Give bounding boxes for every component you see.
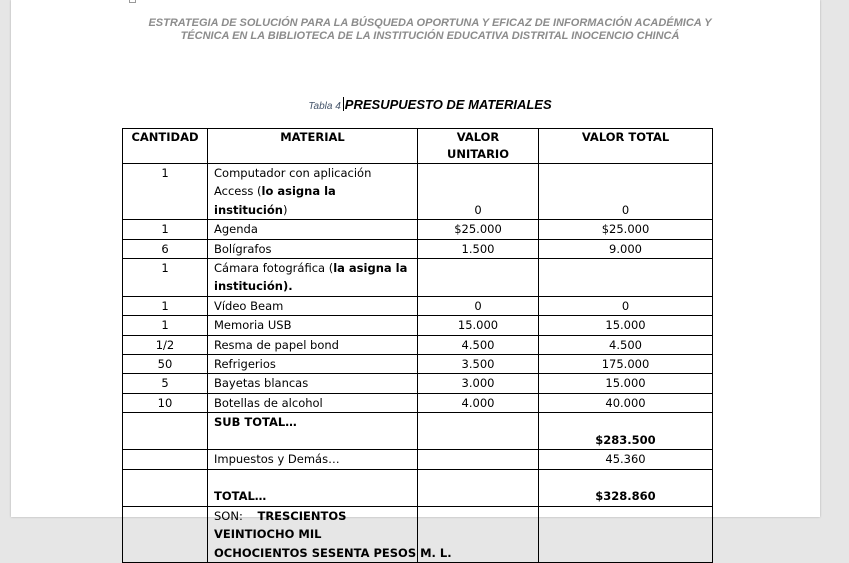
- cell-valor-total[interactable]: [539, 259, 713, 297]
- cell-material[interactable]: [208, 259, 418, 297]
- total-value[interactable]: $328.860: [539, 469, 713, 506]
- cell-material[interactable]: Botellas de alcohol: [208, 393, 418, 412]
- cell-valor-total[interactable]: 0: [539, 296, 713, 315]
- cell-material[interactable]: Resma de papel bond: [208, 335, 418, 354]
- total-label[interactable]: TOTAL…: [208, 469, 418, 506]
- header-valor-unitario[interactable]: VALOR UNITARIO: [418, 129, 539, 164]
- cell-valor-unitario[interactable]: 4.000: [418, 393, 539, 412]
- cell-cantidad[interactable]: 1: [123, 164, 208, 220]
- table-row: [123, 393, 713, 412]
- son-amount-line-2: OCHOCIENTOS SESENTA PESOS M. L.: [214, 545, 452, 560]
- cell-valor-unitario[interactable]: 3.500: [418, 355, 539, 374]
- table-row: [123, 164, 713, 220]
- cell-valor-unitario[interactable]: 4.500: [418, 335, 539, 354]
- cell-valor-total[interactable]: 175.000: [539, 355, 713, 374]
- impuestos-row: [123, 450, 713, 469]
- cell-cantidad[interactable]: 1: [123, 316, 208, 335]
- cell-valor-total[interactable]: 9.000: [539, 239, 713, 258]
- cell-cantidad[interactable]: 10: [123, 393, 208, 412]
- text-cursor: [343, 97, 344, 111]
- cell-valor-unitario[interactable]: 0: [418, 164, 539, 220]
- son-cell[interactable]: [208, 506, 452, 562]
- table-row: [123, 220, 713, 239]
- cell-material[interactable]: Bolígrafos: [208, 239, 418, 258]
- cell-empty[interactable]: [418, 413, 539, 450]
- cell-valor-unitario[interactable]: 0: [418, 296, 539, 315]
- budget-table[interactable]: [122, 128, 713, 563]
- total-row: [123, 469, 713, 506]
- son-label: SON:: [214, 508, 243, 523]
- caption-label: Tabla 4: [308, 101, 341, 112]
- son-amount-line-1: TRESCIENTOS VEINTIOCHO MIL: [214, 508, 347, 542]
- cell-valor-unitario[interactable]: 3.000: [418, 374, 539, 393]
- cell-material[interactable]: Vídeo Beam: [208, 296, 418, 315]
- cell-cantidad[interactable]: 50: [123, 355, 208, 374]
- material-text: Access (: [214, 184, 262, 199]
- son-row: [123, 506, 713, 562]
- cell-cantidad[interactable]: 1/2: [123, 335, 208, 354]
- cell-empty[interactable]: [539, 506, 713, 562]
- table-row: [123, 316, 713, 335]
- table-row: [123, 374, 713, 393]
- cell-valor-total[interactable]: 4.500: [539, 335, 713, 354]
- subtotal-value[interactable]: $283.500: [539, 413, 713, 450]
- cell-valor-total[interactable]: 15.000: [539, 374, 713, 393]
- cell-valor-unitario[interactable]: 1.500: [418, 239, 539, 258]
- table-row: [123, 296, 713, 315]
- cell-valor-total[interactable]: 40.000: [539, 393, 713, 412]
- cell-valor-total[interactable]: 15.000: [539, 316, 713, 335]
- cell-cantidad[interactable]: 1: [123, 259, 208, 297]
- cell-valor-unitario[interactable]: 15.000: [418, 316, 539, 335]
- document-page: [11, 0, 820, 560]
- cell-valor-unitario[interactable]: $25.000: [418, 220, 539, 239]
- header-line-2: TÉCNICA EN LA BIBLIOTECA DE LA INSTITUCIÓN EDUCATIVA DISTRITAL INOCENCIO CHINCÁ: [180, 30, 680, 42]
- cell-empty[interactable]: [418, 450, 539, 469]
- table-row: [123, 239, 713, 258]
- cell-valor-unitario[interactable]: [418, 259, 539, 297]
- material-bold-text: lo asigna la institución: [214, 184, 336, 217]
- material-text: Computador con aplicación: [214, 166, 372, 180]
- cell-empty[interactable]: [418, 469, 539, 506]
- table-header-row: [123, 129, 713, 164]
- header-cantidad[interactable]: CANTIDAD: [123, 129, 208, 164]
- material-text: Cámara fotográfica (: [214, 261, 334, 276]
- table-row: [123, 355, 713, 374]
- cell-cantidad[interactable]: 5: [123, 374, 208, 393]
- table-row: [123, 259, 713, 297]
- header-line-1: ESTRATEGIA DE SOLUCIÓN PARA LA BÚSQUEDA OPORTUNA Y EFICAZ DE INFORMACIÓN ACADÉMICA Y: [148, 17, 712, 29]
- cell-material[interactable]: Refrigerios: [208, 355, 418, 374]
- cell-empty[interactable]: [123, 506, 208, 562]
- header-material[interactable]: MATERIAL: [208, 129, 418, 164]
- material-bold-text: la asigna la institución).: [214, 261, 408, 294]
- cell-empty[interactable]: [123, 450, 208, 469]
- cell-material[interactable]: [208, 164, 418, 220]
- cell-empty[interactable]: [123, 413, 208, 450]
- cell-cantidad[interactable]: 1: [123, 220, 208, 239]
- cell-material[interactable]: Bayetas blancas: [208, 374, 418, 393]
- cell-cantidad[interactable]: 1: [123, 296, 208, 315]
- cell-valor-total[interactable]: 0: [539, 164, 713, 220]
- header-valor-total[interactable]: VALOR TOTAL: [539, 129, 713, 164]
- cell-empty[interactable]: [123, 469, 208, 506]
- impuestos-value[interactable]: 45.360: [539, 450, 713, 469]
- caption-title: PRESUPUESTO DE MATERIALES: [344, 97, 552, 112]
- impuestos-label[interactable]: Impuestos y Demás…: [208, 450, 418, 469]
- cell-material[interactable]: Memoria USB: [208, 316, 418, 335]
- cell-material[interactable]: Agenda: [208, 220, 418, 239]
- cell-valor-total[interactable]: $25.000: [539, 220, 713, 239]
- subtotal-label[interactable]: SUB TOTAL…: [208, 413, 418, 450]
- running-header: [11, 17, 849, 43]
- cell-cantidad[interactable]: 6: [123, 239, 208, 258]
- table-caption: [11, 96, 849, 114]
- material-text: ): [282, 202, 288, 217]
- text-boundary-marker: [129, 0, 136, 3]
- table-row: [123, 335, 713, 354]
- subtotal-row: [123, 413, 713, 450]
